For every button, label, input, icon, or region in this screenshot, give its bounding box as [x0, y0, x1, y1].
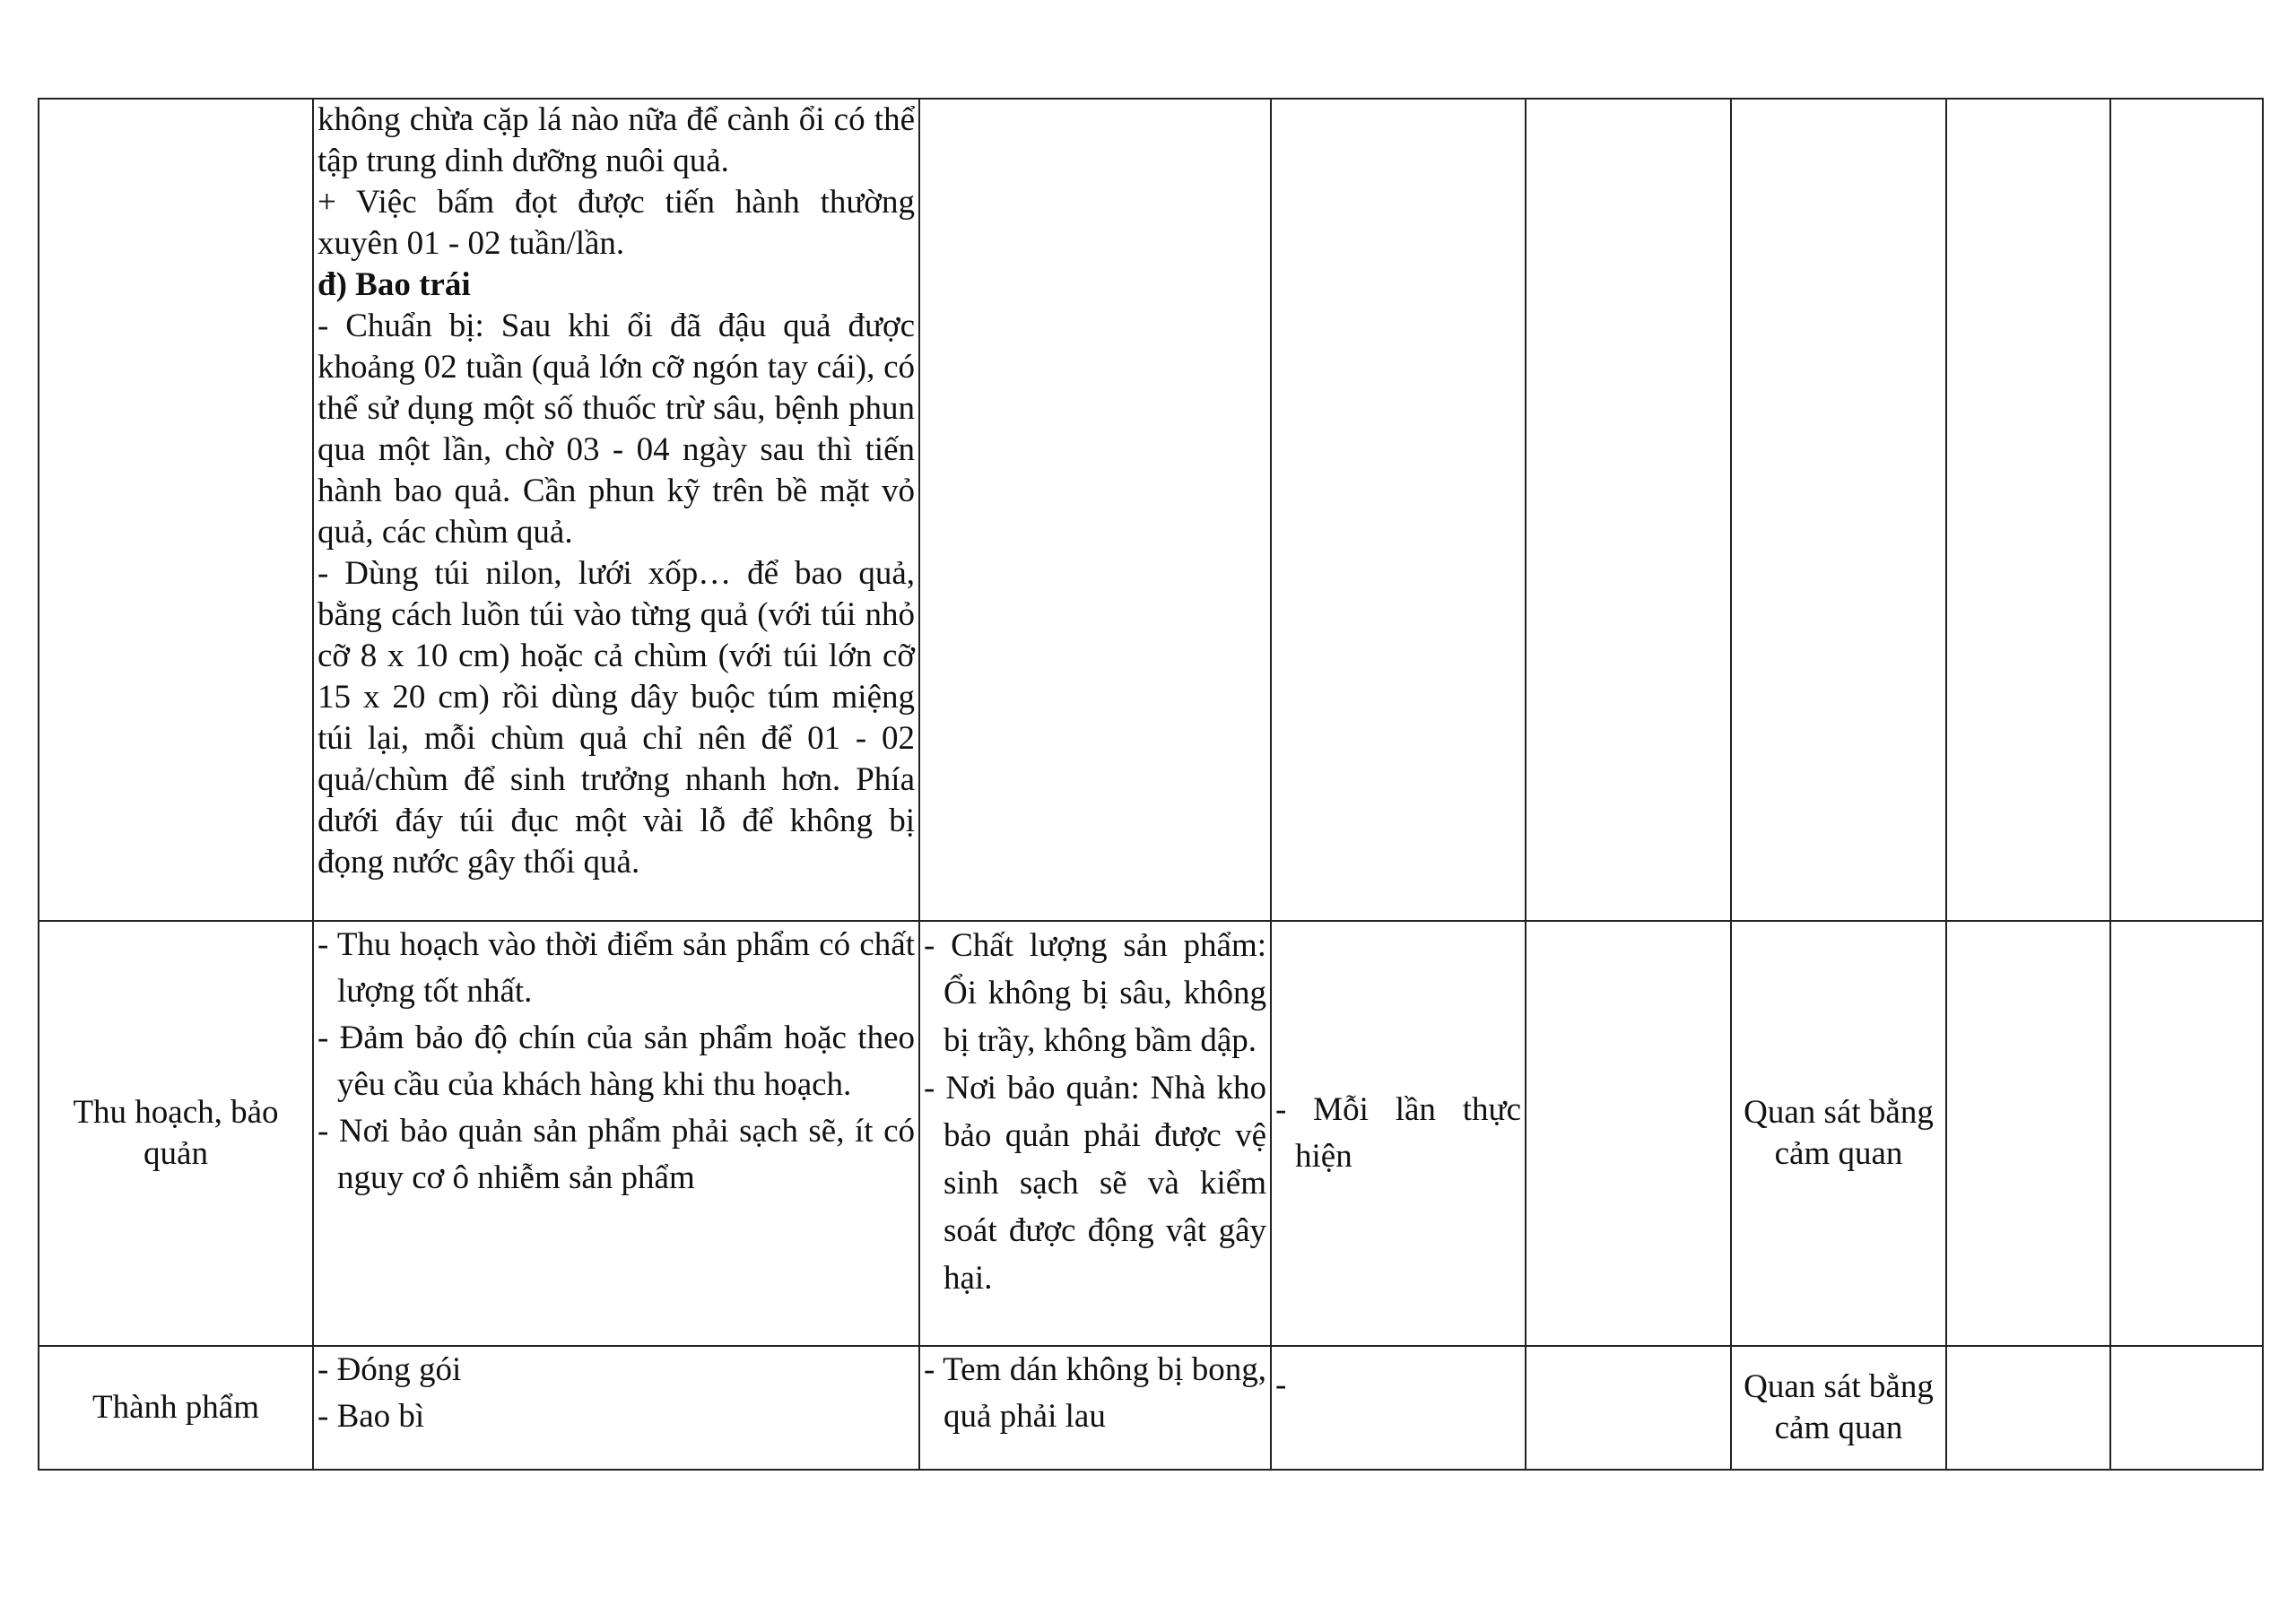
requirement-cell	[919, 921, 1271, 1346]
procedure-cell	[313, 1346, 919, 1470]
requirement-cell	[919, 99, 1271, 921]
empty-cell	[1946, 99, 2110, 921]
empty-cell	[1526, 99, 1731, 921]
procedure-paragraph: + Việc bấm đọt được tiến hành thường xuyên 01 - 02 tuần/lần.	[317, 184, 915, 262]
method-cell: Quan sát bằng cảm quan	[1731, 1346, 1946, 1470]
procedure-item: - Bao bì	[317, 1398, 425, 1435]
document-table	[38, 98, 2264, 1471]
empty-cell	[1526, 921, 1731, 1346]
method-cell	[1731, 99, 1946, 921]
requirement-cell	[919, 1346, 1271, 1470]
frequency-text: -	[1275, 1367, 1287, 1403]
procedure-item: - Đảm bảo độ chín của sản phẩm hoặc theo yêu cầu của khách hàng khi thu hoạch.	[317, 1020, 915, 1103]
requirement-item: - Tem dán không bị bong, quả phải lau	[924, 1351, 1266, 1435]
frequency-text: - Mỗi lần thực hiện	[1275, 1091, 1521, 1175]
procedure-item: - Đóng gói	[317, 1351, 462, 1388]
requirement-item: - Chất lượng sản phẩm: Ổi không bị sâu, không bị trầy, không bầm dập.	[924, 927, 1266, 1059]
method-cell: Quan sát bằng cảm quan	[1731, 921, 1946, 1346]
frequency-cell	[1271, 99, 1526, 921]
table-row	[39, 1346, 2263, 1470]
stage-cell: Thu hoạch, bảo quản	[39, 921, 313, 1346]
stage-cell	[39, 99, 313, 921]
procedure-item: - Nơi bảo quản sản phẩm phải sạch sẽ, ít có nguy cơ ô nhiễm sản phẩm	[317, 1113, 915, 1196]
empty-cell	[2110, 99, 2263, 921]
section-heading: đ) Bao trái	[317, 266, 471, 303]
empty-cell	[2110, 921, 2263, 1346]
stage-cell: Thành phẩm	[39, 1346, 313, 1470]
empty-cell	[2110, 1346, 2263, 1470]
frequency-cell	[1271, 921, 1526, 1346]
procedure-paragraph: - Dùng túi nilon, lưới xốp… để bao quả, bằng cách luồn túi vào từng quả (với túi nhỏ cỡ 8 x 10 cm) hoặc cả chùm (với túi lớn cỡ 15 x 20 cm) rồi dùng dây buộc túm miệng túi lại, mỗi chùm quả chỉ nên để 01 - 02 quả/chùm để sinh trưởng nhanh hơn. Phía dưới đáy túi đục một vài lỗ để không bị đọng nước gây thối quả.	[317, 555, 915, 881]
empty-cell	[1946, 1346, 2110, 1470]
procedure-paragraph: - Chuẩn bị: Sau khi ổi đã đậu quả được khoảng 02 tuần (quả lớn cỡ ngón tay cái), có thể sử dụng một số thuốc trừ sâu, bệnh phun qua một lần, chờ 03 - 04 ngày sau thì tiến hành bao quả. Cần phun kỹ trên bề mặt vỏ quả, các chùm quả.	[317, 308, 915, 551]
procedure-cell	[313, 921, 919, 1346]
procedure-cell	[313, 99, 919, 921]
requirement-item: - Nơi bảo quản: Nhà kho bảo quản phải được vệ sinh sạch sẽ và kiểm soát được động vật gây hại.	[924, 1070, 1266, 1297]
procedure-paragraph: không chừa cặp lá nào nữa để cành ổi có thể tập trung dinh dưỡng nuôi quả.	[317, 101, 915, 179]
empty-cell	[1946, 921, 2110, 1346]
frequency-cell	[1271, 1346, 1526, 1470]
empty-cell	[1526, 1346, 1731, 1470]
table-row	[39, 921, 2263, 1346]
procedure-item: - Thu hoạch vào thời điểm sản phẩm có chất lượng tốt nhất.	[317, 926, 915, 1010]
table-row	[39, 99, 2263, 921]
